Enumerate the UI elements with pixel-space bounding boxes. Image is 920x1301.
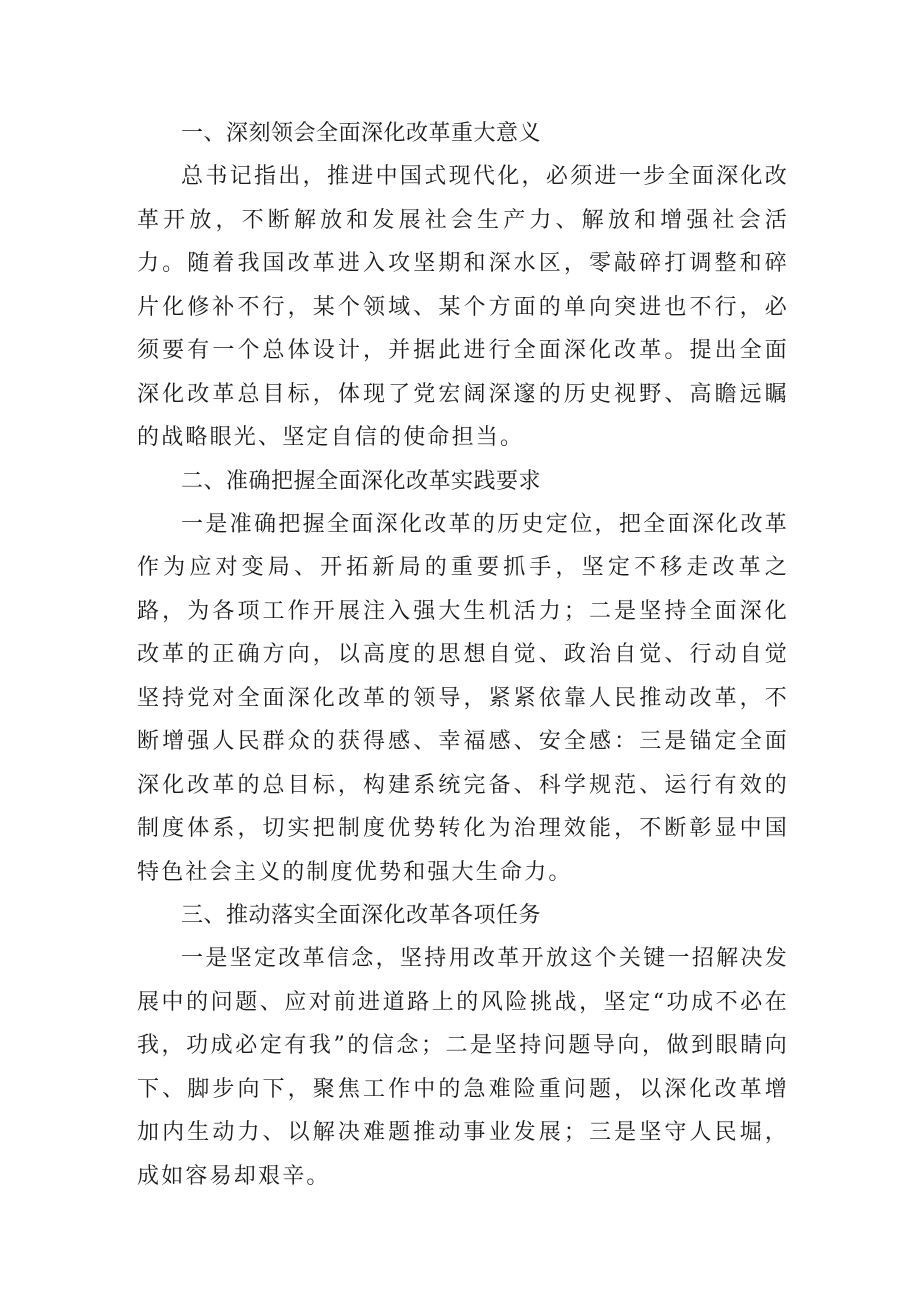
section-2-heading: 二、准确把握全面深化改革实践要求 [181,468,542,494]
section-2-paragraph: 一是准确把握全面深化改革的历史定位，把全面深化改革作为应对变局、开拓新局的重要抓手，坚定不移走改革之路，为各项工作开展注入强大生机活力；二是坚持全面深化改革的正确方向，以高度的思想自觉、政治自觉、行动自觉坚持党对全面深化改革的领导，紧紧依靠人民推动改革，不断增强人民群众的获得感、幸福感、安全感：三是锚定全面深化改革的总目标，构建系统完备、科学规范、运行有效的制度体系，切实把制度优势转化为治理效能，不断彰显中国特色社会主义的制度优势和强大生命力。 [137,511,789,885]
section-1-paragraph: 总书记指出，推进中国式现代化，必须进一步全面深化改革开放，不断解放和发展社会生产力、解放和增强社会活力。随着我国改革进入攻坚期和深水区，零敲碎打调整和碎片化修补不行，某个领域、某个方面的单向突进也不行，必须要有一个总体设计，并据此进行全面深化改革。提出全面深化改革总目标，体现了党宏阔深邃的历史视野、高瞻远瞩的战略眼光、坚定自信的使命担当。 [137,164,789,450]
section-3-paragraph: 一是坚定改革信念，坚持用改革开放这个关键一招解决发展中的问题、应对前进道路上的风险挑战，坚定“功成不必在我，功成必定有我”的信念；二是坚持问题导向，做到眼睛向下、脚步向下，聚焦工作中的急难险重问题，以深化改革增加内生动力、以解决难题推动事业发展；三是坚守人民堀，成如容易却艰辛。 [137,946,789,1189]
section-1-heading: 一、深刻领会全面深化改革重大意义 [181,121,542,146]
document-body [137,112,789,1198]
section-3-heading: 三、推动落实全面深化改革各项任务 [181,903,542,928]
